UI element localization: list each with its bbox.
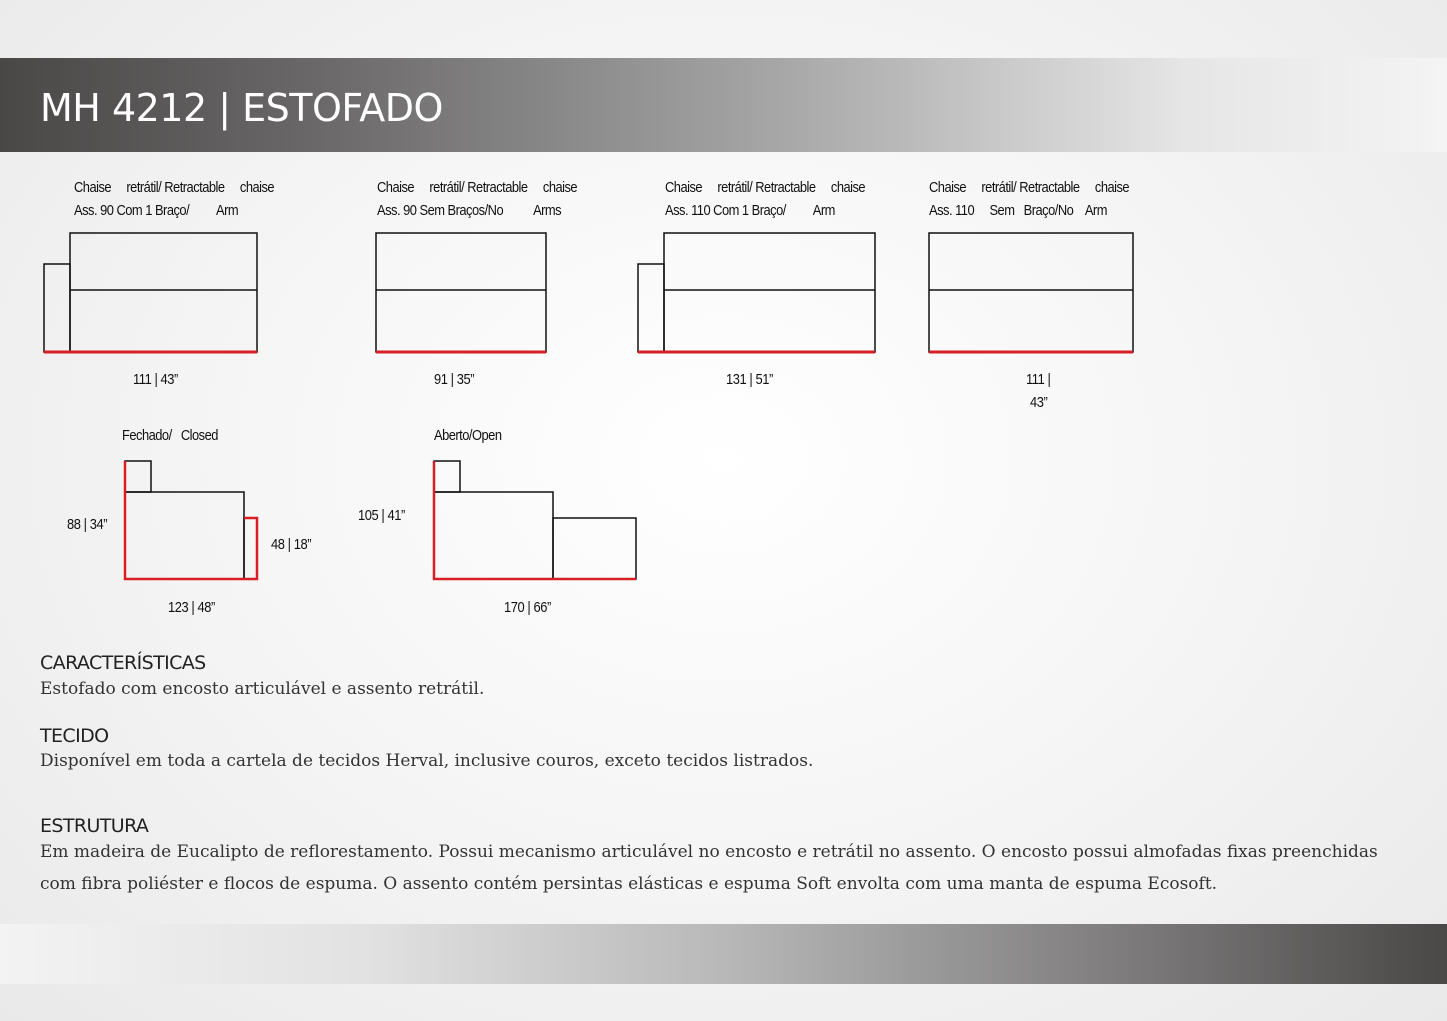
open-side-view xyxy=(434,461,636,579)
module-1-dimension: 111 | 43” xyxy=(133,371,178,388)
page-title: MH 4212 | ESTOFADO xyxy=(40,86,443,130)
module-3-label-line1: Chaise retrátil/ Retractable chaise xyxy=(665,179,866,196)
open-label: Aberto/Open xyxy=(434,427,502,444)
module-2-label-line1: Chaise retrátil/ Retractable chaise xyxy=(377,179,578,196)
module-3-dimension: 131 | 51” xyxy=(726,371,773,388)
section-title-estrutura: ESTRUTURA xyxy=(40,815,149,837)
module-4-diagram xyxy=(929,233,1133,352)
module-2-diagram xyxy=(376,233,546,352)
closed-label: Fechado/ Closed xyxy=(122,427,218,444)
open-height: 105 | 41” xyxy=(358,507,405,524)
section-title-tecido: TECIDO xyxy=(40,725,109,747)
section-text-caracteristicas: Estofado com encosto articulável e assento retrátil. xyxy=(40,679,485,699)
module-3-diagram xyxy=(638,233,875,352)
module-2-dimension: 91 | 35” xyxy=(434,371,475,388)
module-4-label-line2: Ass. 110 Sem Braço/No Arm xyxy=(929,202,1107,219)
module-4-dimension-line2: 43” xyxy=(1030,394,1048,411)
module-4-dimension-line1: 111 | xyxy=(1026,371,1051,388)
closed-seat-height: 48 | 18” xyxy=(271,536,312,553)
section-text-estrutura-line2: com fibra poliéster e flocos de espuma. O assento contém persintas elásticas e espuma Soft envolta com uma manta de espuma Ecosoft. xyxy=(40,874,1218,894)
section-title-caracteristicas: CARACTERÍSTICAS xyxy=(40,652,206,674)
section-text-estrutura-line1: Em madeira de Eucalipto de reflorestamento. Possui mecanismo articulável no encosto e retrátil no assento. O encosto possui almofadas fixas preenchidas xyxy=(40,842,1378,862)
module-1-diagram xyxy=(44,233,257,352)
module-1-label-line2: Ass. 90 Com 1 Braço/ Arm xyxy=(74,202,239,219)
section-text-tecido: Disponível em toda a cartela de tecidos Herval, inclusive couros, exceto tecidos listrados. xyxy=(40,751,814,771)
closed-depth: 123 | 48” xyxy=(168,599,215,616)
module-2-label-line2: Ass. 90 Sem Braços/No Arms xyxy=(377,202,562,219)
open-depth: 170 | 66” xyxy=(504,599,551,616)
closed-height: 88 | 34” xyxy=(67,516,108,533)
footer-band xyxy=(0,924,1447,984)
module-3-label-line2: Ass. 110 Com 1 Braço/ Arm xyxy=(665,202,835,219)
module-1-label-line1: Chaise retrátil/ Retractable chaise xyxy=(74,179,275,196)
closed-side-view xyxy=(125,461,257,579)
module-4-label-line1: Chaise retrátil/ Retractable chaise xyxy=(929,179,1130,196)
